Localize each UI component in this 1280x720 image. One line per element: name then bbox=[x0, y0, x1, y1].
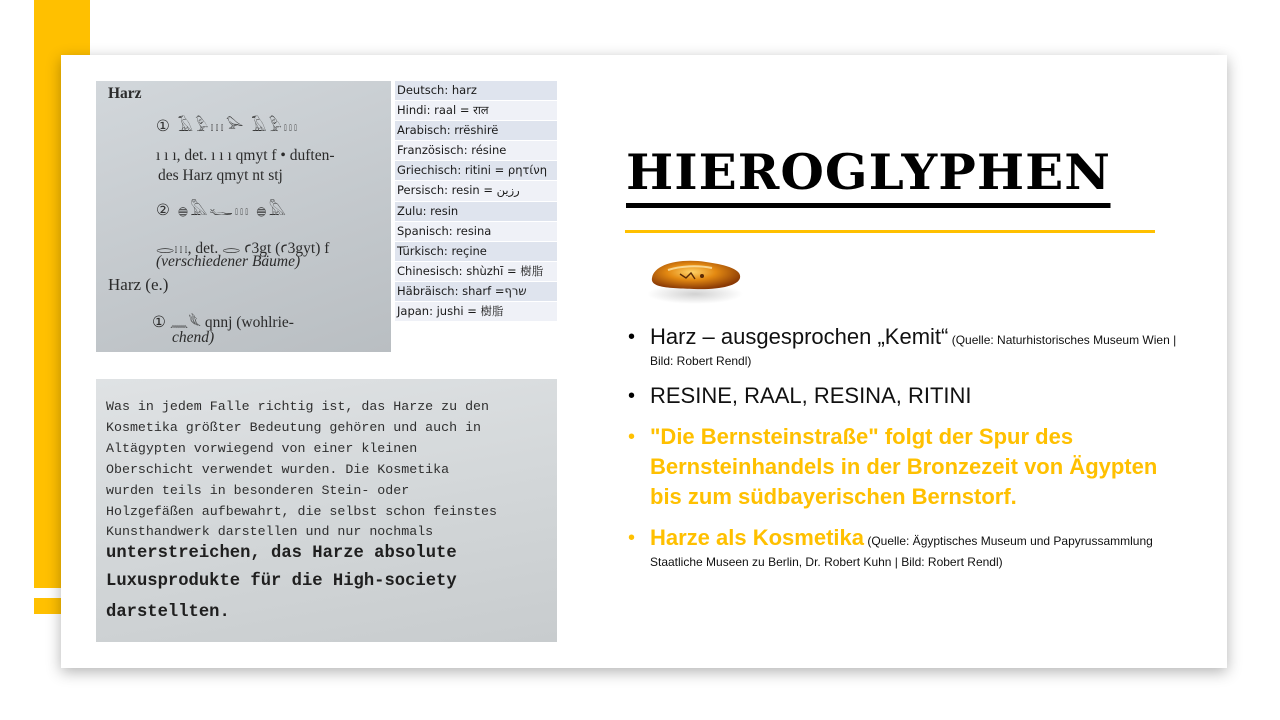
translation-table bbox=[395, 81, 557, 322]
dict-line: ı ı ı, det. ı ı ı qmyt f • duften- bbox=[156, 147, 335, 164]
dict-line: Harz (e.) bbox=[108, 275, 169, 294]
bullet-item-highlight bbox=[626, 422, 1186, 512]
translation-row: Chinesisch: shùzhī = 樹脂 bbox=[395, 262, 557, 282]
bullet-source: (Quelle: Ägyptisches Museum und Papyrussammlung Staatliche Museen zu Berlin, Dr. Robert Kuhn | Bild: Robert Rendl) bbox=[650, 534, 1153, 569]
translation-row: Japan: jushi = 樹脂 bbox=[395, 302, 557, 322]
typewritten-line-bold: darstellten. bbox=[106, 603, 230, 622]
translation-row: Häbräisch: sharf =שרף bbox=[395, 282, 557, 302]
bullet-list bbox=[626, 322, 1186, 582]
typewritten-line: Kosmetika größter Bedeutung gehören und auch in bbox=[106, 420, 482, 435]
dict-line: chend) bbox=[172, 329, 215, 346]
translation-row: Türkisch: reçine bbox=[395, 242, 557, 262]
dict-line: ① 𓈖𓆰 qnnj (wohlrie- bbox=[152, 314, 294, 331]
bullet-item bbox=[626, 381, 1186, 411]
bullet-dot-icon: • bbox=[628, 385, 636, 407]
bullet-text: RESINE, RAAL, RESINA, RITINI bbox=[650, 383, 972, 408]
typewritten-line: Altägypten vorwiegend von einer kleinen bbox=[106, 441, 418, 456]
typewritten-line: Was in jedem Falle richtig ist, das Harze zu den bbox=[106, 399, 490, 414]
typewritten-line: Holzgefäßen aufbewahrt, die selbst schon feinstes bbox=[106, 504, 497, 519]
dict-line: (verschiedener Bäume) bbox=[156, 253, 301, 270]
typewritten-line-bold: unterstreichen, das Harze absolute bbox=[106, 544, 457, 563]
translation-row: Arabisch: rrëshirë bbox=[395, 121, 557, 141]
translation-row: Deutsch: harz bbox=[395, 81, 557, 101]
amber-resin-image bbox=[640, 248, 747, 315]
typewritten-text-photo bbox=[96, 379, 557, 642]
translation-row: Zulu: resin bbox=[395, 202, 557, 222]
slide-title: HIEROGLYPHEN bbox=[626, 143, 1111, 208]
bullet-source: (Quelle: Naturhistorisches Museum Wien | Bild: Robert Rendl) bbox=[650, 333, 1177, 368]
dict-line: Harz bbox=[108, 85, 142, 102]
typewritten-line: Oberschicht verwendet wurden. Die Kosmetika bbox=[106, 462, 450, 477]
bullet-item bbox=[626, 322, 1186, 370]
bullet-dot-icon: • bbox=[628, 326, 636, 348]
bullet-item-highlight bbox=[626, 523, 1186, 571]
title-underline-rule bbox=[625, 230, 1155, 233]
bullet-dot-icon: • bbox=[628, 426, 636, 448]
bullet-dot-icon: • bbox=[628, 527, 636, 549]
dict-line: ② 𓐍𓅓𓆑𓏥 𓐍𓅓 bbox=[156, 202, 288, 219]
bullet-text: Harz – ausgesprochen „Kemit“ bbox=[650, 324, 949, 349]
dictionary-photo bbox=[96, 81, 391, 352]
dict-line: des Harz qmyt nt stj bbox=[158, 167, 283, 184]
translation-row: Französisch: résine bbox=[395, 141, 557, 161]
bullet-text: "Die Bernsteinstraße" folgt der Spur des Bernsteinhandels in der Bronzezeit von Ägypten bis zum südbayerischen Bernstorf. bbox=[650, 424, 1158, 509]
typewritten-line-bold: Luxusprodukte für die High-society bbox=[106, 572, 457, 591]
dict-line: 𓂋𓏥, det. 𓂋 ꜥ3gt (ꜥ3gyt) f bbox=[156, 240, 330, 257]
translation-row: Spanisch: resina bbox=[395, 222, 557, 242]
typewritten-line: Kunsthandwerk darstellen und nur nochmals bbox=[106, 524, 434, 539]
translation-row: Griechisch: ritini = ρητίνη bbox=[395, 161, 557, 181]
typewritten-line: wurden teils in besonderen Stein- oder bbox=[106, 483, 410, 498]
dict-line: ① 𓄿𓅱𓏥𓅪 𓄿𓅱𓏥 bbox=[156, 118, 300, 135]
translation-row: Hindi: raal = राल bbox=[395, 101, 557, 121]
bullet-text: Harze als Kosmetika bbox=[650, 525, 864, 550]
translation-row: Persisch: resin = رزین bbox=[395, 181, 557, 201]
